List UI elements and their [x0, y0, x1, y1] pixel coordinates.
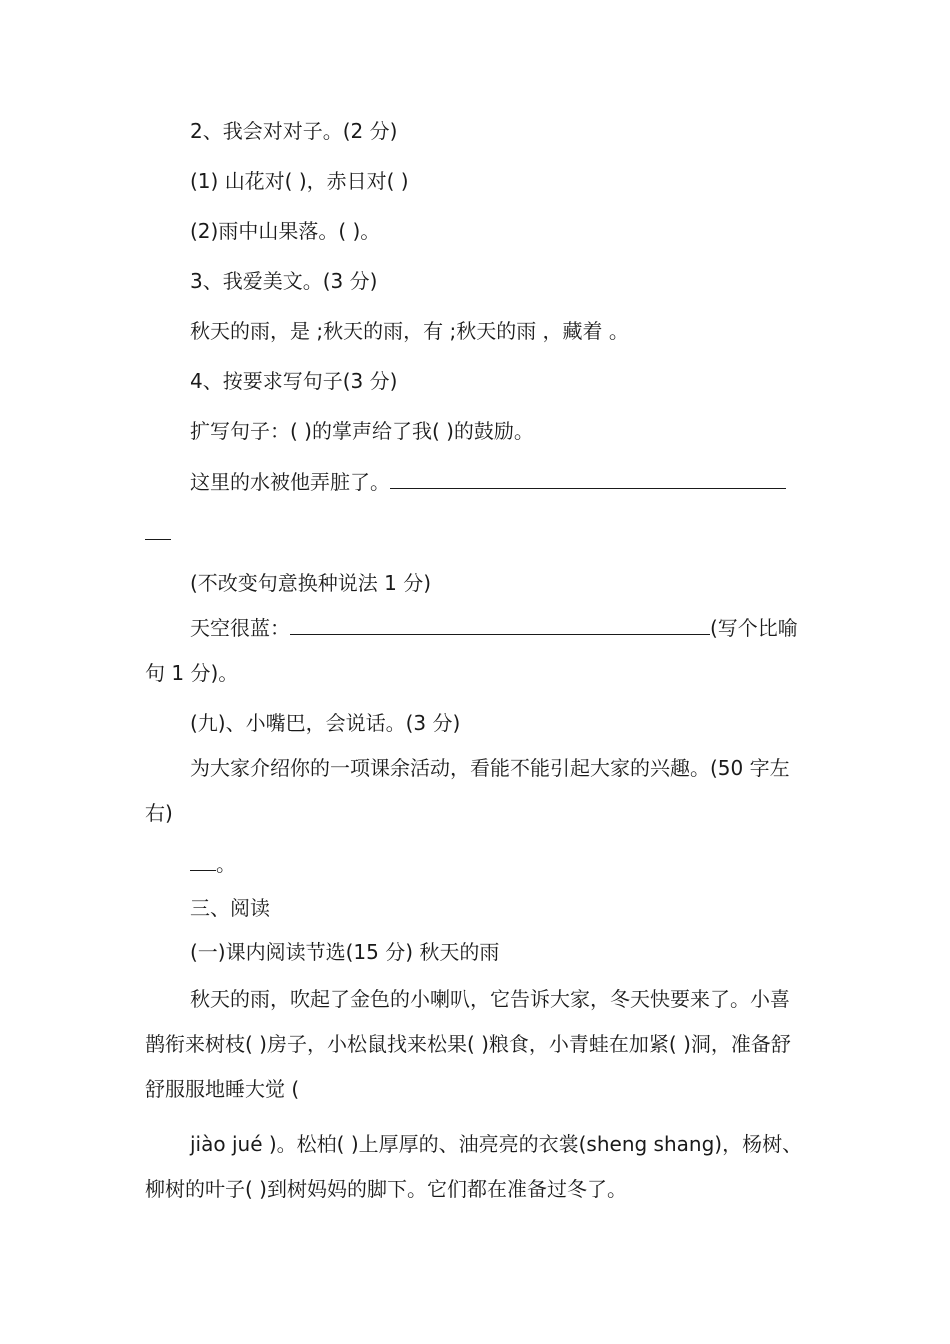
activity-answer-line [145, 848, 807, 879]
reading-passage-paragraph-1: 秋天的雨，吹起了金色的小喇叭，它告诉大家，冬天快要来了。小喜鹊衔来树枝( )房子，小松鼠找来松果( )粮食，小青蛙在加紧( )洞，准备舒舒服服地睡大觉 ( [145, 987, 791, 1101]
activity-introduction-prompt: 为大家介绍你的一项课余活动，看能不能引起大家的兴趣。(50 字左右) [145, 756, 790, 825]
blank-continuation-line [145, 517, 807, 548]
couplet-line-2: (2)雨中山果落。( )。 [190, 219, 381, 243]
couplet-line-1: (1) 山花对( )，赤日对( ) [190, 169, 409, 193]
document-body [145, 116, 807, 1212]
metaphor-instruction: (写个比喻句 1 分)。 [145, 616, 798, 685]
rewrite-instruction: (不改变句意换种说法 1 分) [190, 571, 432, 595]
reading-passage-title: (一)课内阅读节选(15 分) 秋天的雨 [190, 940, 500, 964]
autumn-rain-fill-line: 秋天的雨，是 ;秋天的雨，有 ;秋天的雨 ，藏着 。 [190, 319, 629, 343]
metaphor-prompt: 天空很蓝： [190, 616, 290, 640]
reading-section-heading: 三、阅读 [190, 896, 270, 920]
question-2-heading: 2、我会对对子。(2 分) [190, 119, 398, 143]
answer-blank[interactable] [390, 466, 786, 489]
question-4-heading: 4、按要求写句子(3 分) [190, 369, 398, 393]
expand-sentence-line: 扩写句子：( )的掌声给了我( )的鼓励。 [190, 419, 534, 443]
rewrite-sentence-line [145, 466, 807, 497]
activity-answer-end: 。 [216, 852, 236, 876]
rewrite-sentence-text: 这里的水被他弄脏了。 [190, 470, 390, 494]
section-9-heading: (九)、小嘴巴，会说话。(3 分) [190, 711, 461, 735]
reading-passage-paragraph-2: jiào jué )。松柏( )上厚厚的、油亮亮的衣裳(sheng shang)，杨树、柳树的叶子( )到树妈妈的脚下。它们都在准备过冬了。 [145, 1132, 803, 1201]
activity-answer-blank[interactable] [190, 848, 216, 871]
answer-blank-continued[interactable] [145, 517, 171, 540]
question-3-heading: 3、我爱美文。(3 分) [190, 269, 378, 293]
metaphor-answer-blank[interactable] [290, 612, 710, 635]
metaphor-sentence-line [145, 606, 807, 696]
